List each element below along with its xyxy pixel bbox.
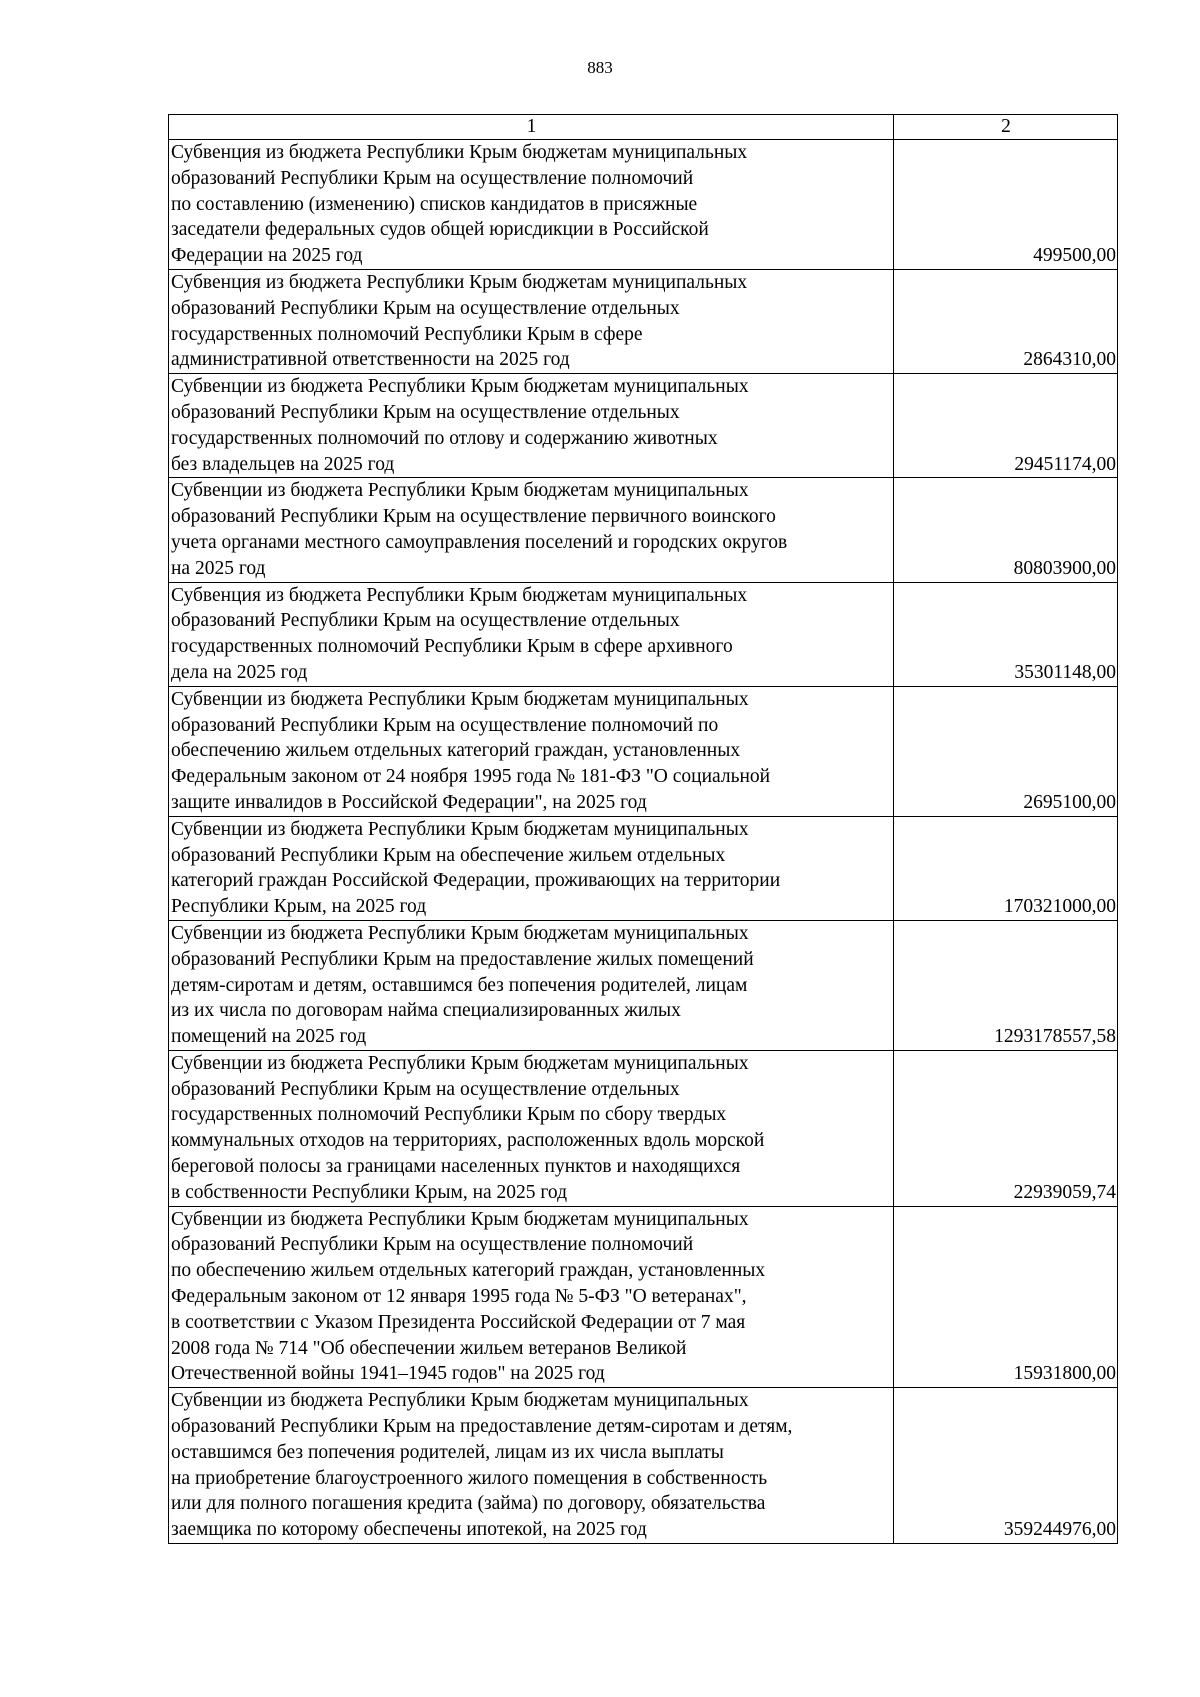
row-description: Субвенция из бюджета Республики Крым бюджетам муниципальных образований Республики Крым на осуществление отдельных государственных полномочий Республики Крым в сфере административной ответственности на 2025 год <box>169 269 894 373</box>
table-row <box>169 816 1118 920</box>
budget-table-body <box>169 115 1118 1544</box>
row-amount: 359244976,00 <box>894 1388 1118 1544</box>
row-description: Субвенции из бюджета Республики Крым бюджетам муниципальных образований Республики Крым на осуществление полномочий по обеспечению жильем отдельных категорий граждан, установленных Федеральным законом от 12 января 1995 года № 5-ФЗ "О ветеранах", в соответствии с Указом Президента Российской Федерации от 7 мая 2008 года № 714 "Об обеспечении жильем ветеранов Великой Отечественной войны 1941–1945 годов" на 2025 год <box>169 1206 894 1388</box>
row-description: Субвенции из бюджета Республики Крым бюджетам муниципальных образований Республики Крым на предоставление детям-сиротам и детям, оставшимся без попечения родителей, лицам из их числа выплаты на приобретение благоустроенного жилого помещения в собственность или для полного погашения кредита (займа) по договору, обязательства заемщика по которому обеспечены ипотекой, на 2025 год <box>169 1388 894 1544</box>
row-description: Субвенции из бюджета Республики Крым бюджетам муниципальных образований Республики Крым на осуществление первичного воинского учета органами местного самоуправления поселений и городских округов на 2025 год <box>169 478 894 582</box>
table-row <box>169 269 1118 373</box>
row-description: Субвенция из бюджета Республики Крым бюджетам муниципальных образований Республики Крым на осуществление отдельных государственных полномочий Республики Крым в сфере архивного дела на 2025 год <box>169 582 894 686</box>
row-amount: 15931800,00 <box>894 1206 1118 1388</box>
row-description: Субвенции из бюджета Республики Крым бюджетам муниципальных образований Республики Крым на осуществление полномочий по обеспечению жильем отдельных категорий граждан, установленных Федеральным законом от 24 ноября 1995 года № 181-ФЗ "О социальной защите инвалидов в Российской Федерации", на 2025 год <box>169 686 894 816</box>
table-row <box>169 1388 1118 1544</box>
column-header-1: 1 <box>169 115 894 140</box>
row-amount: 35301148,00 <box>894 582 1118 686</box>
table-row <box>169 686 1118 816</box>
row-amount: 499500,00 <box>894 140 1118 270</box>
table-row <box>169 140 1118 270</box>
row-description: Субвенции из бюджета Республики Крым бюджетам муниципальных образований Республики Крым на осуществление отдельных государственных полномочий Республики Крым по сбору твердых коммунальных отходов на территориях, расположенных вдоль морской береговой полосы за границами населенных пунктов и находящихся в собственности Республики Крым, на 2025 год <box>169 1050 894 1206</box>
row-description: Субвенции из бюджета Республики Крым бюджетам муниципальных образований Республики Крым на осуществление отдельных государственных полномочий по отлову и содержанию животных без владельцев на 2025 год <box>169 374 894 478</box>
row-amount: 80803900,00 <box>894 478 1118 582</box>
table-row <box>169 478 1118 582</box>
row-amount: 22939059,74 <box>894 1050 1118 1206</box>
row-amount: 2695100,00 <box>894 686 1118 816</box>
row-amount: 170321000,00 <box>894 816 1118 920</box>
table-row <box>169 1206 1118 1388</box>
table-row <box>169 1050 1118 1206</box>
table-row <box>169 582 1118 686</box>
row-amount: 2864310,00 <box>894 269 1118 373</box>
table-row <box>169 374 1118 478</box>
row-description: Субвенции из бюджета Республики Крым бюджетам муниципальных образований Республики Крым на предоставление жилых помещений детям-сиротам и детям, оставшимся без попечения родителей, лицам из их числа по договорам найма специализированных жилых помещений на 2025 год <box>169 920 894 1050</box>
column-header-2: 2 <box>894 115 1118 140</box>
page-number: 883 <box>587 58 613 77</box>
row-amount: 1293178557,58 <box>894 920 1118 1050</box>
budget-table <box>168 114 1118 1544</box>
table-row <box>169 920 1118 1050</box>
row-description: Субвенции из бюджета Республики Крым бюджетам муниципальных образований Республики Крым на обеспечение жильем отдельных категорий граждан Российской Федерации, проживающих на территории Республики Крым, на 2025 год <box>169 816 894 920</box>
row-amount: 29451174,00 <box>894 374 1118 478</box>
row-description: Субвенция из бюджета Республики Крым бюджетам муниципальных образований Республики Крым на осуществление полномочий по составлению (изменению) списков кандидатов в присяжные заседатели федеральных судов общей юрисдикции в Российской Федерации на 2025 год <box>169 140 894 270</box>
table-header-row <box>169 115 1118 140</box>
